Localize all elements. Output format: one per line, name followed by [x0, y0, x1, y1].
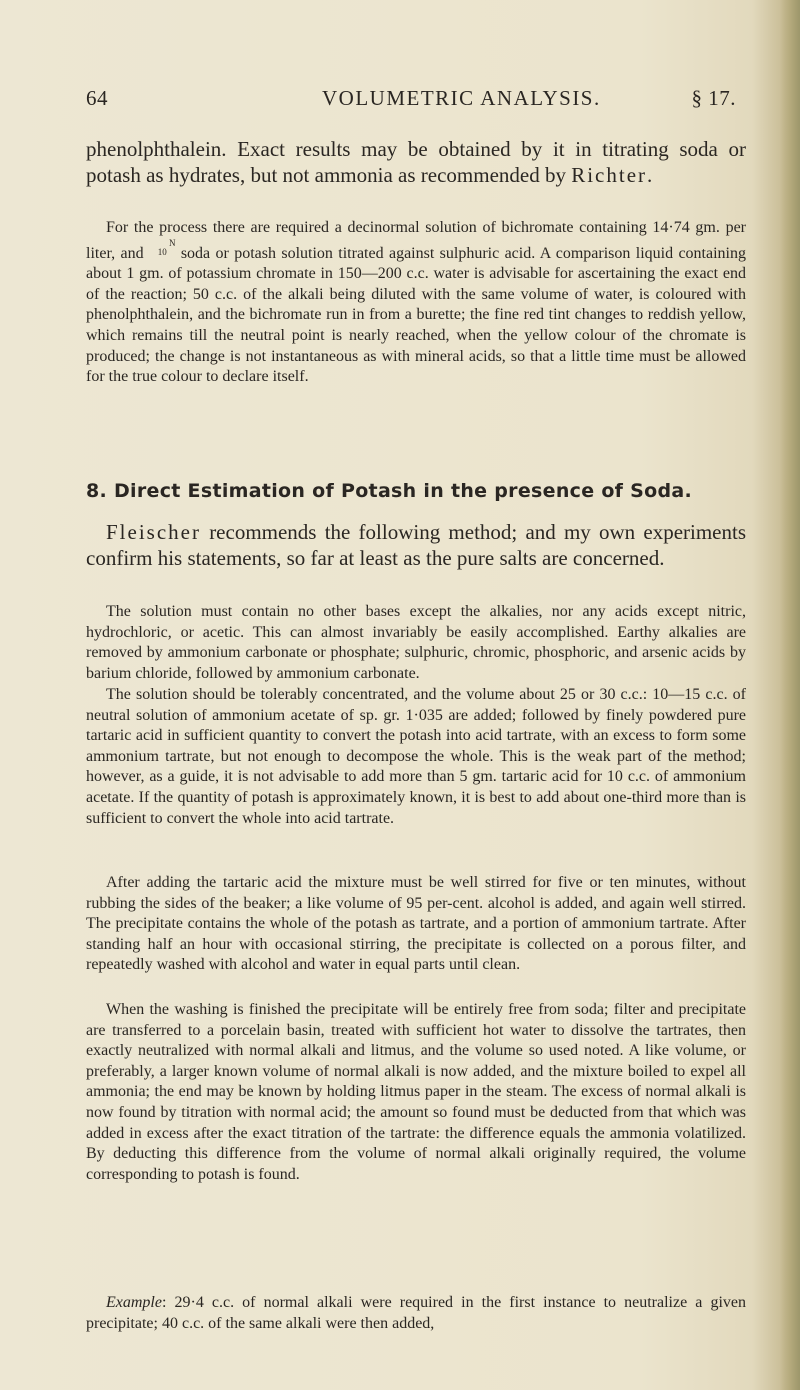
process-paragraph — [86, 218, 746, 388]
body-paragraph: The solution must contain no other bases except the alkalies, nor any acids except nitric, hydrochloric, or acetic. This can almost invariably be easily accomplished. Earthy alkalies are removed by ammonium carbonate or phosphate; sulphuric, chromic, phosphoric, and arsenic acids by barium chloride, followed by ammonium carbonate. — [86, 603, 746, 682]
body-paragraph: When the washing is finished the precipitate will be entirely free from soda; filter and precipitate are transferred to a porcelain basin, treated with sufficient hot water to dissolve the tartrates, then exactly neutralized with normal alkali and litmus, and the volume so used noted. A like volume, or preferably, a larger known volume of normal alkali is now added, and the mixture boiled to expel all ammonia; the end may be known by holding litmus paper in the steam. The excess of normal alkali is now found by titration with normal acid; the amount so found must be deducted from that which was added in excess after the exact titration of the tartrate: the difference equals the ammonia volatilized. By deducting this difference from the volume of normal alkali originally required, the volume corresponding to potash is found. — [86, 1001, 746, 1183]
intro-text-end: . — [647, 163, 653, 187]
example-label: Example — [106, 1294, 162, 1311]
running-title: VOLUMETRIC ANALYSIS. — [322, 86, 601, 110]
fraction-numerator: N — [168, 237, 176, 248]
process-text: For the process there are required a decinormal solution of bichromate containing 14·74 gm. per liter, and — [86, 219, 746, 262]
example-text: : 29·4 c.c. of normal alkali were required in the first instance to neutralize a given precipitate; 40 c.c. of the same alkali were then added, — [86, 1294, 746, 1332]
decinormal-fraction — [149, 239, 176, 257]
example-paragraph — [86, 1293, 746, 1334]
intro-text: phenolphthalein. Exact results may be obtained by it in titrating soda or potash as hydrates, but not ammonia as recommended by — [86, 137, 746, 187]
section-number: § 17. — [691, 86, 736, 110]
body-paragraph: The solution should be tolerably concentrated, and the volume about 25 or 30 c.c.: 10—15 c.c. of neutral solution of ammonium acetate of sp. gr. 1·035 are added; followed by finely powdered pure tartaric acid in sufficient quantity to convert the potash into acid tartrate, with an excess to form some ammonium tartrate, but not enough to decompose the whole. This is the weak part of the method; however, as a guide, it is not advisable to add more than 5 gm. tartaric acid for 10 c.c. of ammonium acetate. If the quantity of potash is approximately known, it is best to add about one-third more than is sufficient to convert the whole into acid tartrate. — [86, 686, 746, 827]
page-edge-shadow — [780, 0, 800, 1390]
page-number: 64 — [86, 86, 108, 110]
intro-paragraph — [86, 136, 746, 188]
section-heading: 8. Direct Estimation of Potash in the presence of Soda. — [86, 480, 693, 502]
fleischer-paragraph — [86, 519, 746, 571]
author-fleischer: Fleischer — [106, 520, 201, 544]
page-header — [86, 86, 744, 116]
process-text-rest: soda or potash solution titrated against sulphuric acid. A comparison liquid containing about 1 gm. of potassium chromate in 150—200 c.c. water is advisable for ascertaining the exact end of the reaction; 50 c.c. of the alkali being diluted with the same volume of water, is coloured with phenolphthalein, and the bichromate run in from a burette; the fine red tint changes to reddish yellow, which remains till the neutral point is nearly reached, when the yellow colour of the chromate is produced; the change is not instantaneous as with mineral acids, so that a little time must be allowed for the true colour to declare itself. — [86, 244, 746, 386]
fleischer-text: recommends the following method; and my own experiments confirm his statements, so far at least as the pure salts are concerned. — [86, 520, 746, 570]
body-paragraph: After adding the tartaric acid the mixture must be well stirred for five or ten minutes, without rubbing the sides of the beaker; a like volume of 95 per-cent. alcohol is added, and again well stirred. The precipitate contains the whole of the potash as tartrate, and a portion of ammonium tartrate. After standing half an hour with occasional stirring, the precipitate is collected on a porous filter, and repeatedly washed with alcohol and water in equal parts until clean. — [86, 874, 746, 974]
fraction-denominator: 10 — [157, 246, 167, 257]
author-richter: Richter — [571, 163, 648, 187]
